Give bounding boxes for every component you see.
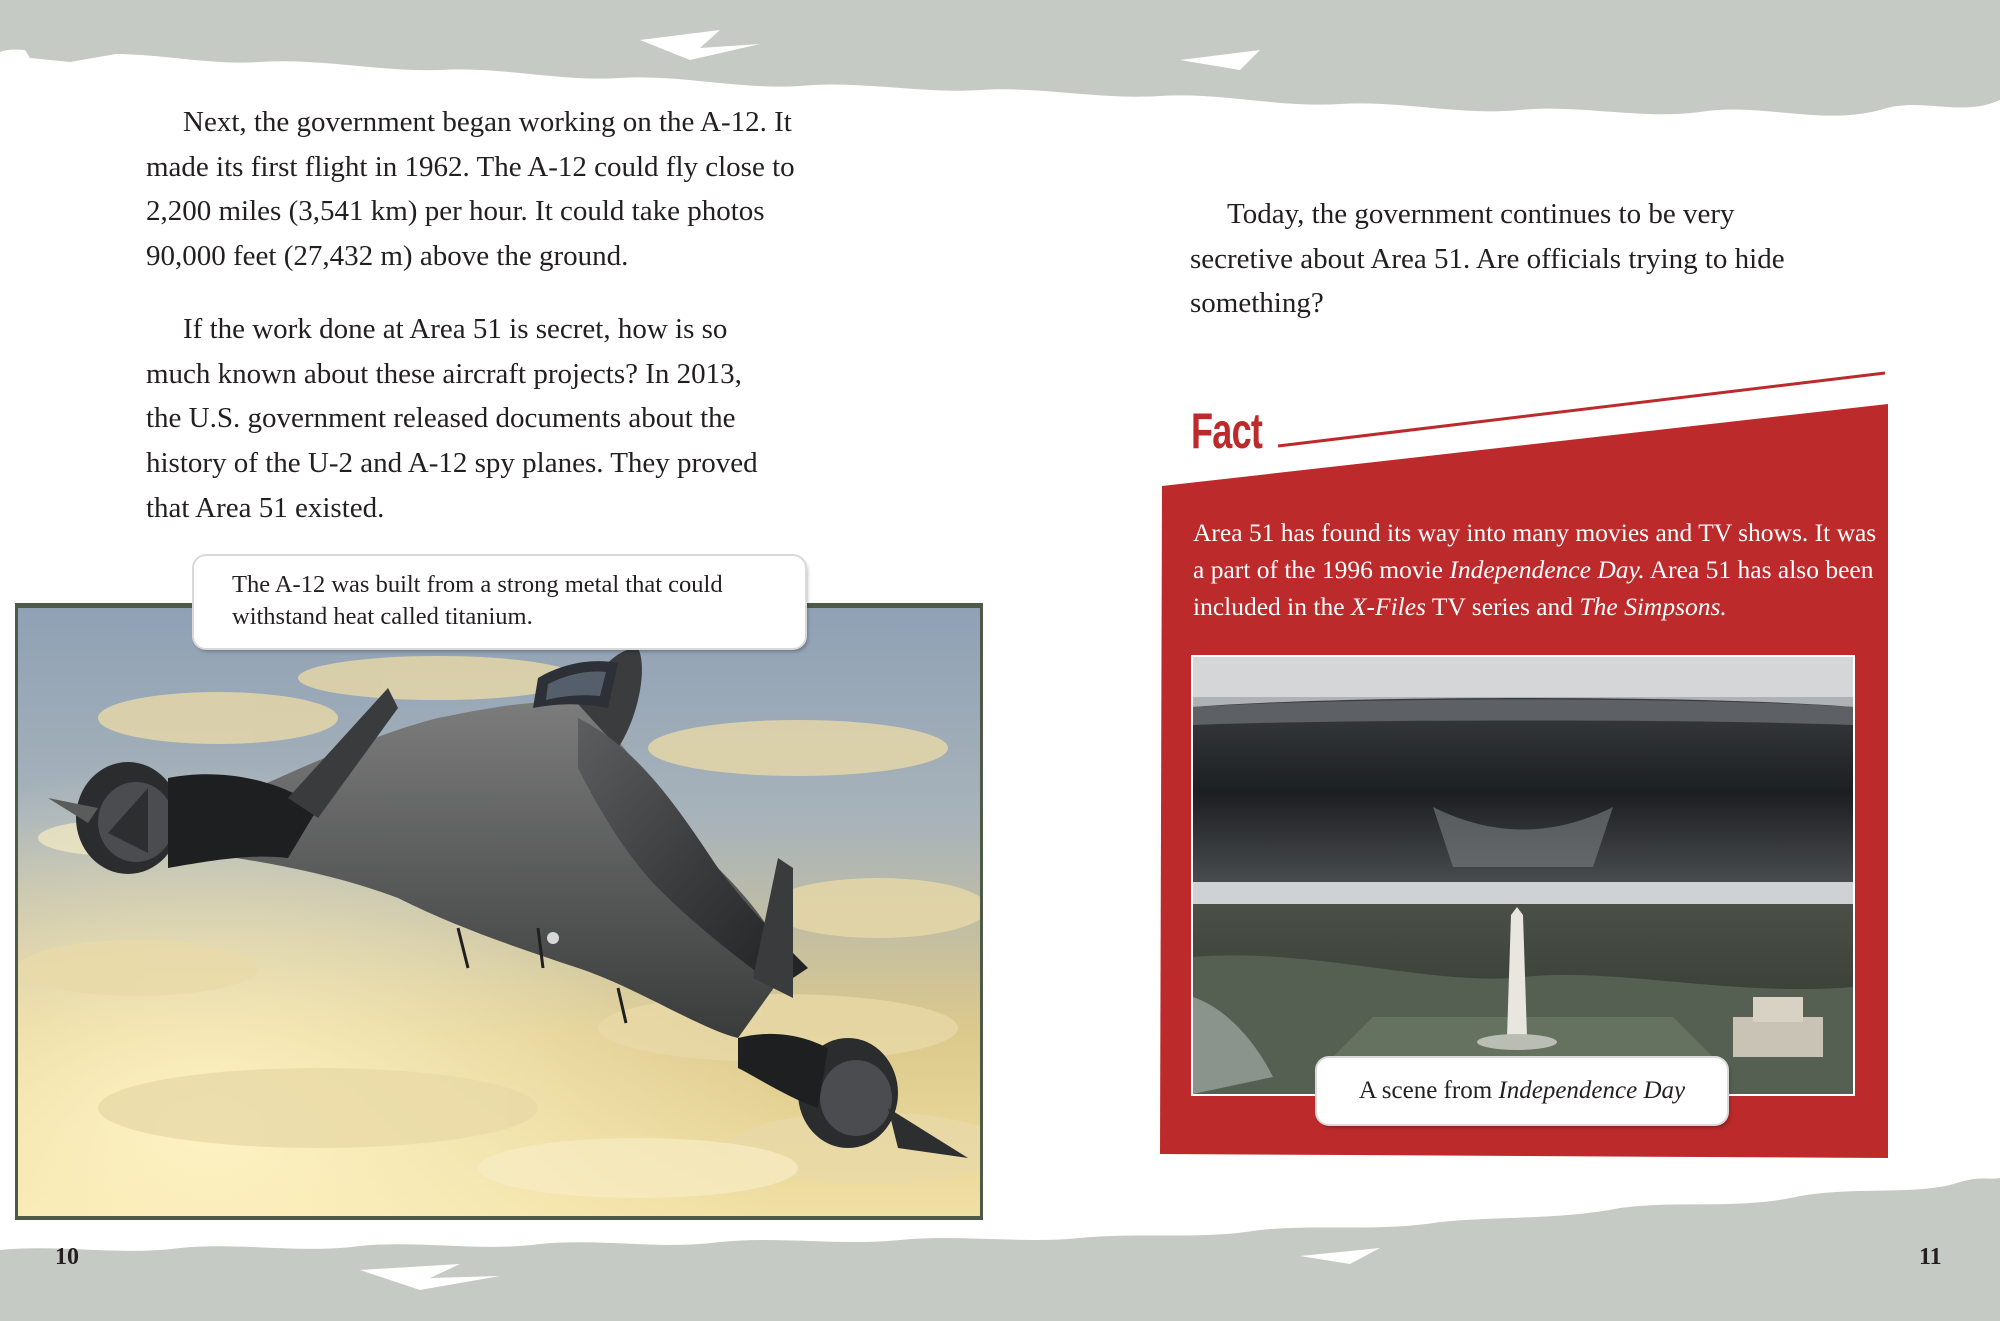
a12-photo-caption [194,556,805,648]
fact-heading: Fact [1191,403,1263,459]
a12-photo [18,608,980,1216]
right-paragraph-1: Today, the government continues to be very secretive about Area 51. Are officials trying to hide something? [1190,198,1785,320]
fact-box [1158,368,1890,1162]
page-number-right: 11 [1919,1244,1942,1270]
left-paragraph-1: Next, the government began working on the A-12. It made its first flight in 1962. The A-12 could fly close to 2,200 miles (3,541 km) per hour. It could take photos 90,000 feet (27,432 m) above the ground. [146,106,795,273]
fact-show-1: X-Files [1350,592,1426,621]
independence-day-photo [1193,657,1853,1094]
fact-show-2: The Simpsons. [1579,592,1727,621]
independence-day-caption-title: Independence Day [1498,1077,1686,1104]
independence-day-caption [1317,1058,1727,1124]
left-paragraph-2: If the work done at Area 51 is secret, how is so much known about these aircraft projects? In 2013, the U.S. government released documents about the history of the U-2 and A-12 spy planes. They proved that Area 51 existed. [146,313,758,524]
fact-text-part1: Area 51 has found its way into many movies and TV shows. It was a part of the 1996 movie [1193,518,1877,584]
fact-text-part3: TV series and [1425,592,1580,621]
page-number-left: 10 [55,1244,79,1270]
fact-text-part2: Area 51 has also been included in the [1193,555,1874,621]
independence-day-photo-frame [1191,655,1855,1096]
a12-photo-frame [15,603,983,1220]
fact-text [1193,514,1883,625]
fact-movie-title: Independence Day. [1449,555,1645,584]
a12-photo-caption-text: The A-12 was built from a strong metal that could withstand heat called titanium. [232,571,723,630]
independence-day-caption-prefix: A scene from [1358,1077,1499,1104]
